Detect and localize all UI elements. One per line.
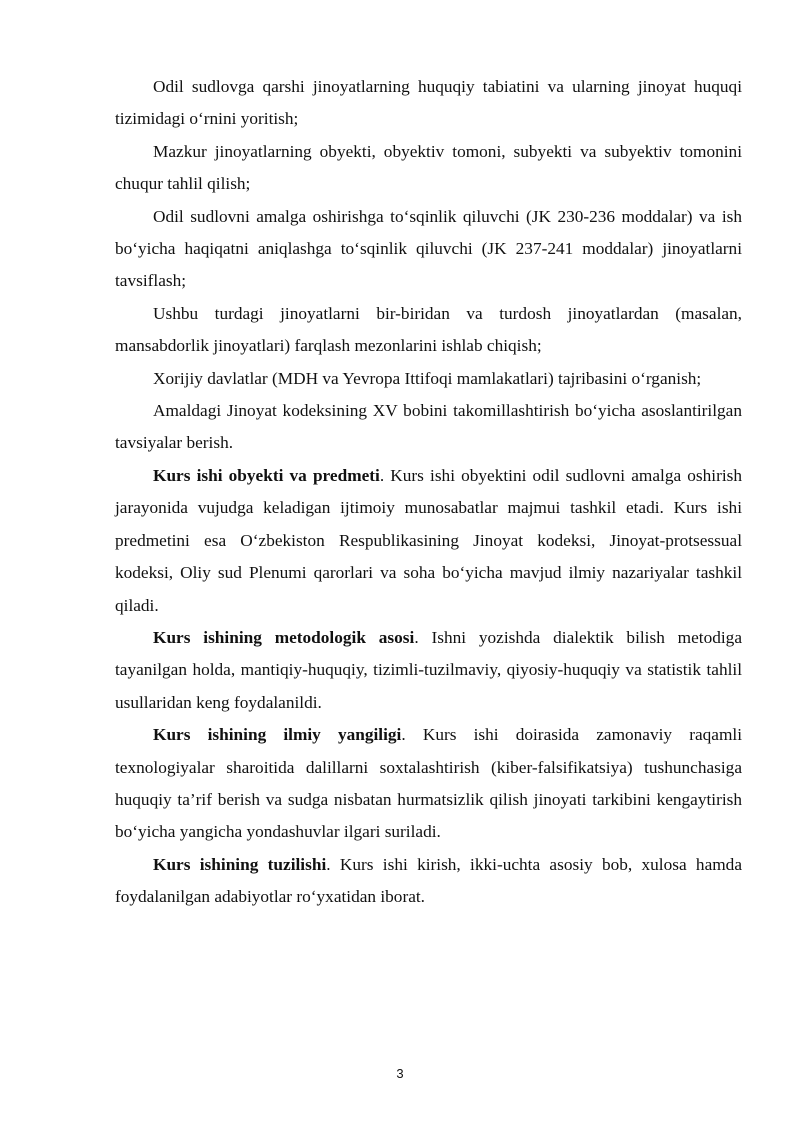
- paragraph-heading: Kurs ishining ilmiy yangiligi: [153, 725, 402, 745]
- objective-paragraph-2: [115, 136, 742, 201]
- paragraph-text: . Kurs ishi doirasida zamonaviy raqamli texnologiyalar sharoitida dalillarni soxtalashtirish (kiber-falsifikatsiya) tushunchasiga huquqiy ta’rif berish va sudga nisbatan hurmatsizlik qilish jinoyati tarkibini kengaytirish bo‘yicha yangicha yondashuvlar ilgari suriladi.: [115, 725, 742, 842]
- objective-paragraph-3: [115, 201, 742, 298]
- paragraph-text: Xorijiy davlatlar (MDH va Yevropa Ittifoqi mamlakatlari) tajribasini o‘rganish;: [153, 368, 702, 388]
- paragraph-text: Ushbu turdagi jinoyatlarni bir-biridan va turdosh jinoyatlardan (masalan, mansabdorlik jinoyatlari) farqlash mezonlarini ishlab chiqish;: [115, 303, 742, 356]
- paragraph-heading: Kurs ishining metodologik asosi: [153, 627, 415, 647]
- objective-paragraph-6: [115, 395, 742, 460]
- paragraph-heading: Kurs ishi obyekti va predmeti: [153, 465, 380, 485]
- objective-paragraph-5: [115, 363, 742, 395]
- structure-paragraph: [115, 849, 742, 914]
- paragraph-text: Amaldagi Jinoyat kodeksining XV bobini takomillashtirish bo‘yicha asoslantirilgan tavsiyalar berish.: [115, 401, 742, 453]
- methodology-paragraph: [115, 622, 742, 719]
- objective-paragraph-4: [115, 298, 742, 363]
- document-page: [115, 71, 742, 914]
- paragraph-heading: Kurs ishining tuzilishi: [153, 854, 327, 874]
- paragraph-text: . Kurs ishi obyektini odil sudlovni amalga oshirish jarayonida vujudga keladigan ijtimoiy munosabatlar majmui tashkil etadi. Kurs ishi predmetini esa O‘zbekiston Respublikasining Jinoyat kodeksi, Jinoyat-protsessual kodeksi, Oliy sud Plenumi qarorlari va soha bo‘yicha mavjud ilmiy nazariyalar tashkil qiladi.: [115, 465, 742, 615]
- paragraph-text: . Kurs ishi kirish, ikki-uchta asosiy bob, xulosa hamda foydalanilgan adabiyotlar ro‘yxatidan iborat.: [115, 854, 742, 907]
- object-subject-paragraph: [115, 460, 742, 622]
- objective-paragraph-1: [115, 71, 742, 136]
- paragraph-text: Odil sudlovni amalga oshirishga to‘sqinlik qiluvchi (JK 230-236 moddalar) va ish bo‘yicha haqiqatni aniqlashga to‘sqinlik qiluvchi (JK 237-241 moddalar) jinoyatlarni tavsiflash;: [115, 206, 742, 291]
- paragraph-text: Odil sudlovga qarshi jinoyatlarning huquqiy tabiatini va ularning jinoyat huquqi tizimidagi o‘rnini yoritish;: [115, 77, 742, 129]
- paragraph-text: Mazkur jinoyatlarning obyekti, obyektiv tomoni, subyekti va subyektiv tomonini chuqur tahlil qilish;: [115, 141, 742, 194]
- paragraph-text: . Ishni yozishda dialektik bilish metodiga tayanilgan holda, mantiqiy-huquqiy, tizimli-tuzilmaviy, qiyosiy-huquqiy va statistik tahlil usullaridan keng foydalanildi.: [115, 627, 742, 712]
- page-number: 3: [396, 1066, 404, 1081]
- novelty-paragraph: [115, 719, 742, 849]
